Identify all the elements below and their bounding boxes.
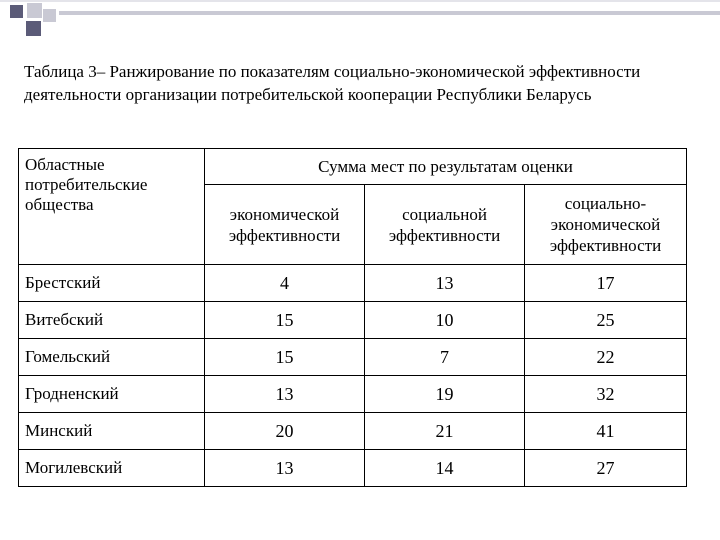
header-regions-line3: общества [25,195,94,214]
header-economic-line2: эффективности [228,225,341,245]
table-row [19,413,687,450]
header-socio-economic-line3: эффективности [549,236,662,255]
decorative-header-squares [0,0,720,40]
header-socio-economic-line2: экономической [550,215,661,234]
region-name: Гомельский [19,339,205,376]
region-name: Витебский [19,302,205,339]
header-social-line1: социальной [402,204,487,224]
socio-economic-rank: 41 [525,413,687,450]
header-economic [205,185,365,265]
table-row [19,450,687,487]
economic-rank: 15 [205,339,365,376]
region-name: Минский [19,413,205,450]
economic-rank: 20 [205,413,365,450]
socio-economic-rank: 17 [525,265,687,302]
region-name: Могилевский [19,450,205,487]
economic-rank: 13 [205,450,365,487]
header-sum-of-places: Сумма мест по результатам оценки [205,149,687,185]
table-row [19,302,687,339]
table-row [19,265,687,302]
region-name: Брестский [19,265,205,302]
socio-economic-rank: 27 [525,450,687,487]
socio-economic-rank: 32 [525,376,687,413]
socio-economic-rank: 22 [525,339,687,376]
economic-rank: 15 [205,302,365,339]
social-rank: 14 [365,450,525,487]
social-rank: 21 [365,413,525,450]
socio-economic-rank: 25 [525,302,687,339]
header-regions [19,149,205,265]
header-social-line2: эффективности [388,225,501,245]
table-title: Таблица 3– Ранжирование по показателям социально-экономической эффективности деятельности организации потребительской кооперации Республики Беларусь [24,62,641,104]
social-rank: 10 [365,302,525,339]
table-row [19,376,687,413]
social-rank: 7 [365,339,525,376]
header-socio-economic [525,185,687,265]
ranking-table [18,148,687,487]
header-social [365,185,525,265]
region-name: Гродненский [19,376,205,413]
header-regions-line2: потребительские [25,175,148,194]
social-rank: 13 [365,265,525,302]
header-regions-line1: Областные [25,155,105,174]
economic-rank: 13 [205,376,365,413]
header-socio-economic-line1: социально- [564,194,647,213]
table-row [19,339,687,376]
economic-rank: 4 [205,265,365,302]
header-economic-line1: экономической [229,204,340,224]
social-rank: 19 [365,376,525,413]
